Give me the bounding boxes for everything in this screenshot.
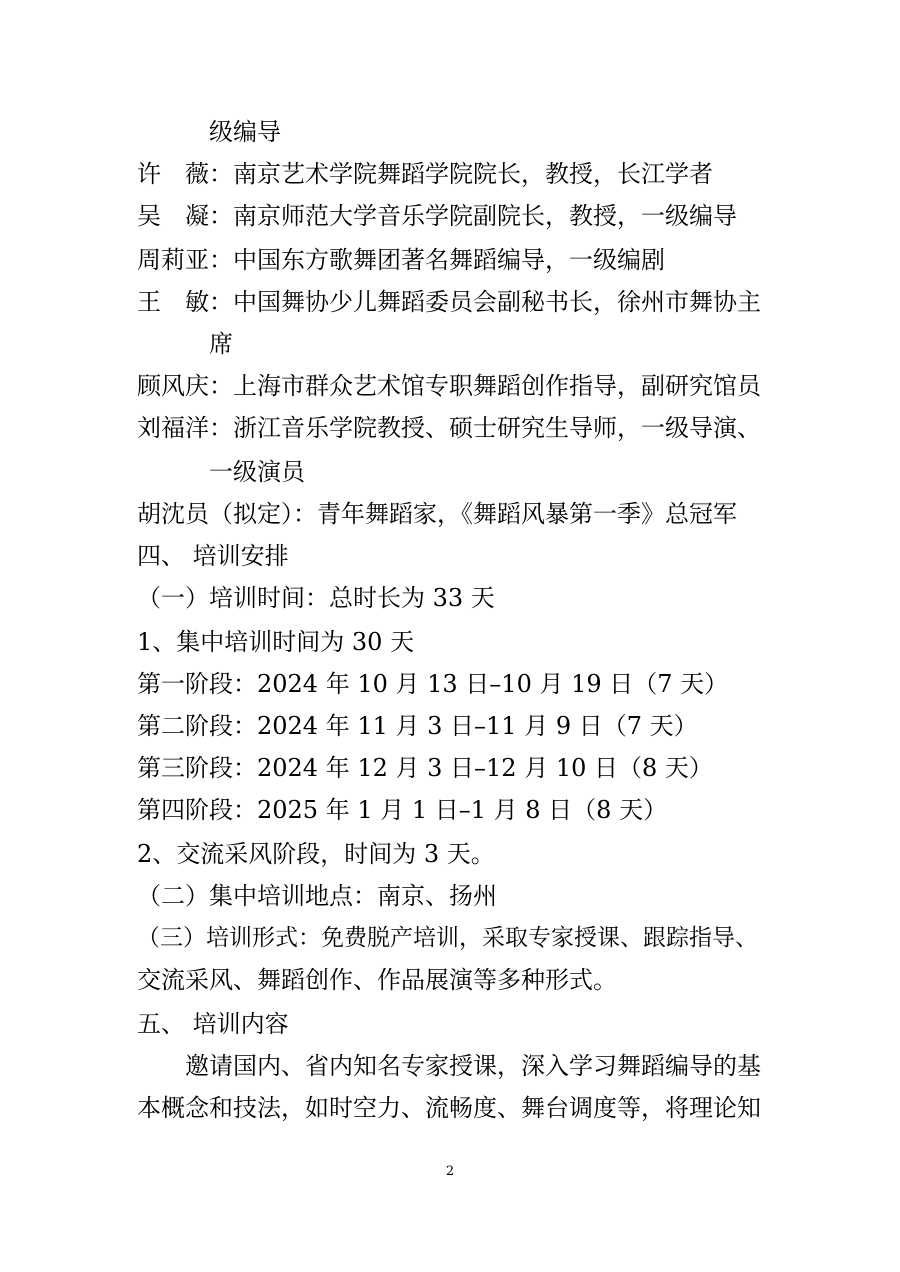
text-line: （三）培训形式：免费脱产培训，采取专家授课、跟踪指导、: [137, 925, 758, 951]
text-line: 许 薇：南京艺术学院舞蹈学院院长，教授，长江学者: [137, 160, 713, 188]
text-line: 第二阶段：2024 年 11 月 3 日–11 月 9 日（7 天）: [137, 712, 698, 740]
text-line: （一）培训时间：总时长为 33 天: [137, 584, 495, 612]
text-line: 周莉亚：中国东方歌舞团著名舞蹈编导，一级编剧: [137, 246, 665, 274]
text-line: 第三阶段：2024 年 12 月 3 日–12 月 10 日（8 天）: [137, 754, 713, 782]
text-line: （二）集中培训地点：南京、扬州: [137, 882, 497, 910]
text-line: 胡沈员（拟定）：青年舞蹈家，《舞蹈风暴第一季》总冠军: [137, 500, 737, 528]
text-line: 王 敏：中国舞协少儿舞蹈委员会副秘书长，徐州市舞协主: [137, 288, 761, 316]
text-line: 1、集中培训时间为 30 天: [137, 628, 415, 656]
text-line: 级编导: [137, 118, 281, 146]
text-line: 吴 凝：南京师范大学音乐学院副院长，教授，一级编导: [137, 202, 737, 230]
text-line: 刘福洋：浙江音乐学院教授、硕士研究生导师，一级导演、: [137, 414, 761, 442]
text-line: 邀请国内、省内知名专家授课，深入学习舞蹈编导的基: [137, 1052, 761, 1080]
text-line: 第四阶段：2025 年 1 月 1 日–1 月 8 日（8 天）: [137, 796, 668, 824]
text-line: 席: [137, 330, 233, 358]
section-heading: 四、 培训安排: [137, 542, 289, 570]
text-line: 2、交流采风阶段，时间为 3 天。: [137, 840, 495, 868]
page-number: 2: [445, 1164, 455, 1179]
text-line: 第一阶段：2024 年 10 月 13 日–10 月 19 日（7 天）: [137, 670, 729, 698]
text-line: 本概念和技法，如时空力、流畅度、舞台调度等，将理论知: [137, 1094, 761, 1122]
section-heading: 五、 培训内容: [137, 1010, 289, 1038]
text-line: 一级演员: [137, 458, 305, 486]
text-line: 交流采风、舞蹈创作、作品展演等多种形式。: [137, 966, 617, 994]
text-line: 顾风庆：上海市群众艺术馆专职舞蹈创作指导，副研究馆员: [137, 372, 761, 400]
